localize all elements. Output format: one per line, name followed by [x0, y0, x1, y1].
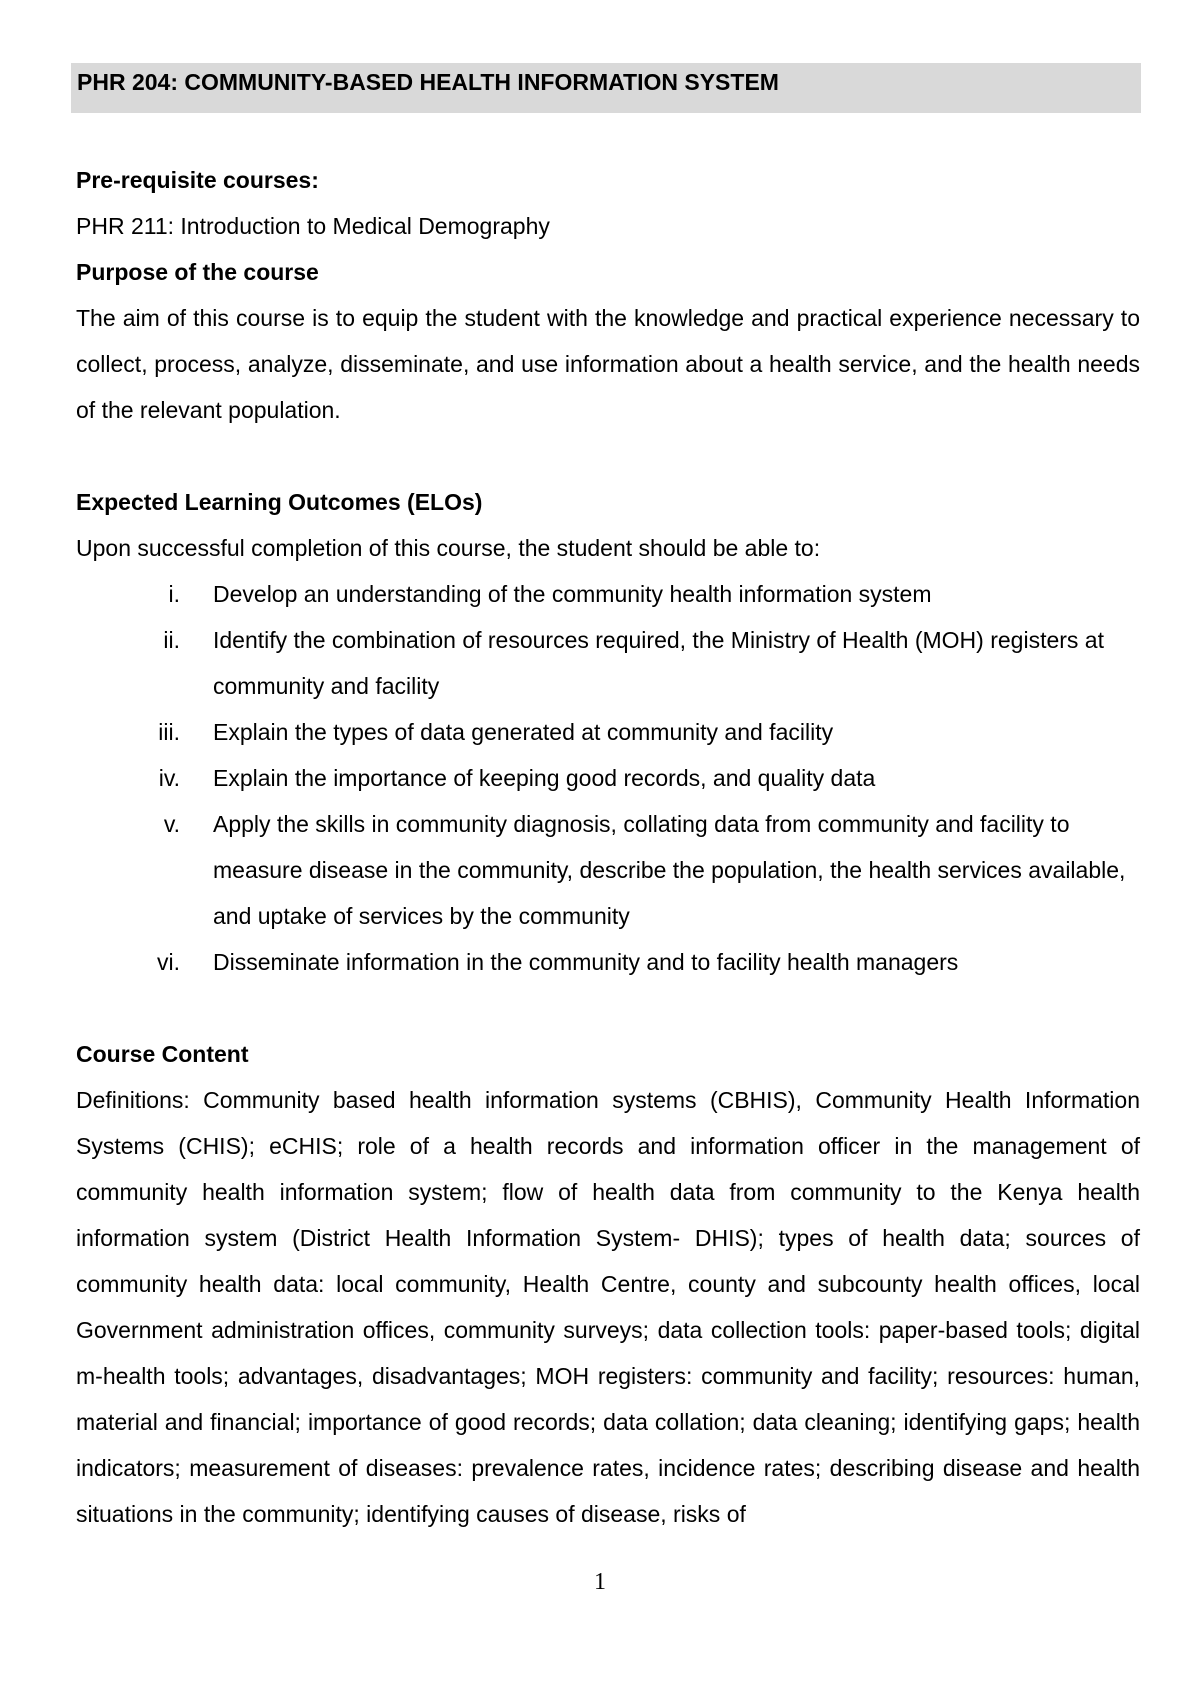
- course-title: PHR 204: COMMUNITY-BASED HEALTH INFORMATION SYSTEM: [77, 69, 779, 95]
- elos-heading: Expected Learning Outcomes (ELOs): [76, 489, 483, 515]
- purpose-text: The aim of this course is to equip the student with the knowledge and practical experience necessary to collect, process, analyze, disseminate, and use information about a health service, and the health needs of the relevant population.: [76, 305, 1140, 423]
- spacer: [76, 433, 1140, 479]
- page-number: 1: [594, 1569, 606, 1595]
- elo-text: Explain the importance of keeping good records, and quality data: [213, 765, 876, 791]
- elo-item: [76, 709, 1140, 755]
- elo-number: iv.: [158, 765, 180, 791]
- elo-number: v.: [163, 811, 180, 837]
- elo-number: vi.: [157, 949, 180, 975]
- elo-item: [76, 617, 1140, 709]
- prerequisite-course: PHR 211: Introduction to Medical Demography: [76, 213, 550, 239]
- elo-item: [76, 801, 1140, 939]
- elos-list: [76, 571, 1140, 985]
- elo-text: Explain the types of data generated at community and facility: [213, 719, 834, 745]
- elo-number: iii.: [158, 719, 180, 745]
- elo-item: [76, 571, 1140, 617]
- elo-number: i.: [168, 581, 180, 607]
- course-title-bar: [71, 63, 1141, 113]
- purpose-heading: Purpose of the course: [76, 259, 319, 285]
- elo-text: Apply the skills in community diagnosis, collating data from community and facility to measure disease in the community, describe the population, the health services available, and uptake of services by the community: [213, 811, 1126, 929]
- prerequisites-heading: Pre-requisite courses:: [76, 167, 319, 193]
- elos-intro: Upon successful completion of this course, the student should be able to:: [76, 535, 821, 561]
- elo-number: ii.: [163, 627, 180, 653]
- elo-item: [76, 939, 1140, 985]
- course-content-text: Definitions: Community based health information systems (CBHIS), Community Health Information Systems (CHIS); eCHIS; role of a health records and information officer in the management of community health information system; flow of health data from community to the Kenya health information system (District Health Information System- DHIS); types of health data; sources of community health data: local community, Health Centre, county and subcounty health offices, local Government administration offices, community surveys; data collection tools: paper-based tools; digital m-health tools; advantages, disadvantages; MOH registers: community and facility; resources: human, material and financial; importance of good records; data collation; data cleaning; identifying gaps; health indicators; measurement of diseases: prevalence rates, incidence rates; describing disease and health situations in the community; identifying causes of disease, risks of: [76, 1087, 1140, 1527]
- elo-item: [76, 755, 1140, 801]
- elo-text: Disseminate information in the community and to facility health managers: [213, 949, 959, 975]
- course-content-heading: Course Content: [76, 1041, 249, 1067]
- document-body: [76, 157, 1140, 1537]
- spacer: [76, 985, 1140, 1031]
- elo-text: Identify the combination of resources required, the Ministry of Health (MOH) registers at community and facility: [213, 627, 1104, 699]
- elo-text: Develop an understanding of the community health information system: [213, 581, 932, 607]
